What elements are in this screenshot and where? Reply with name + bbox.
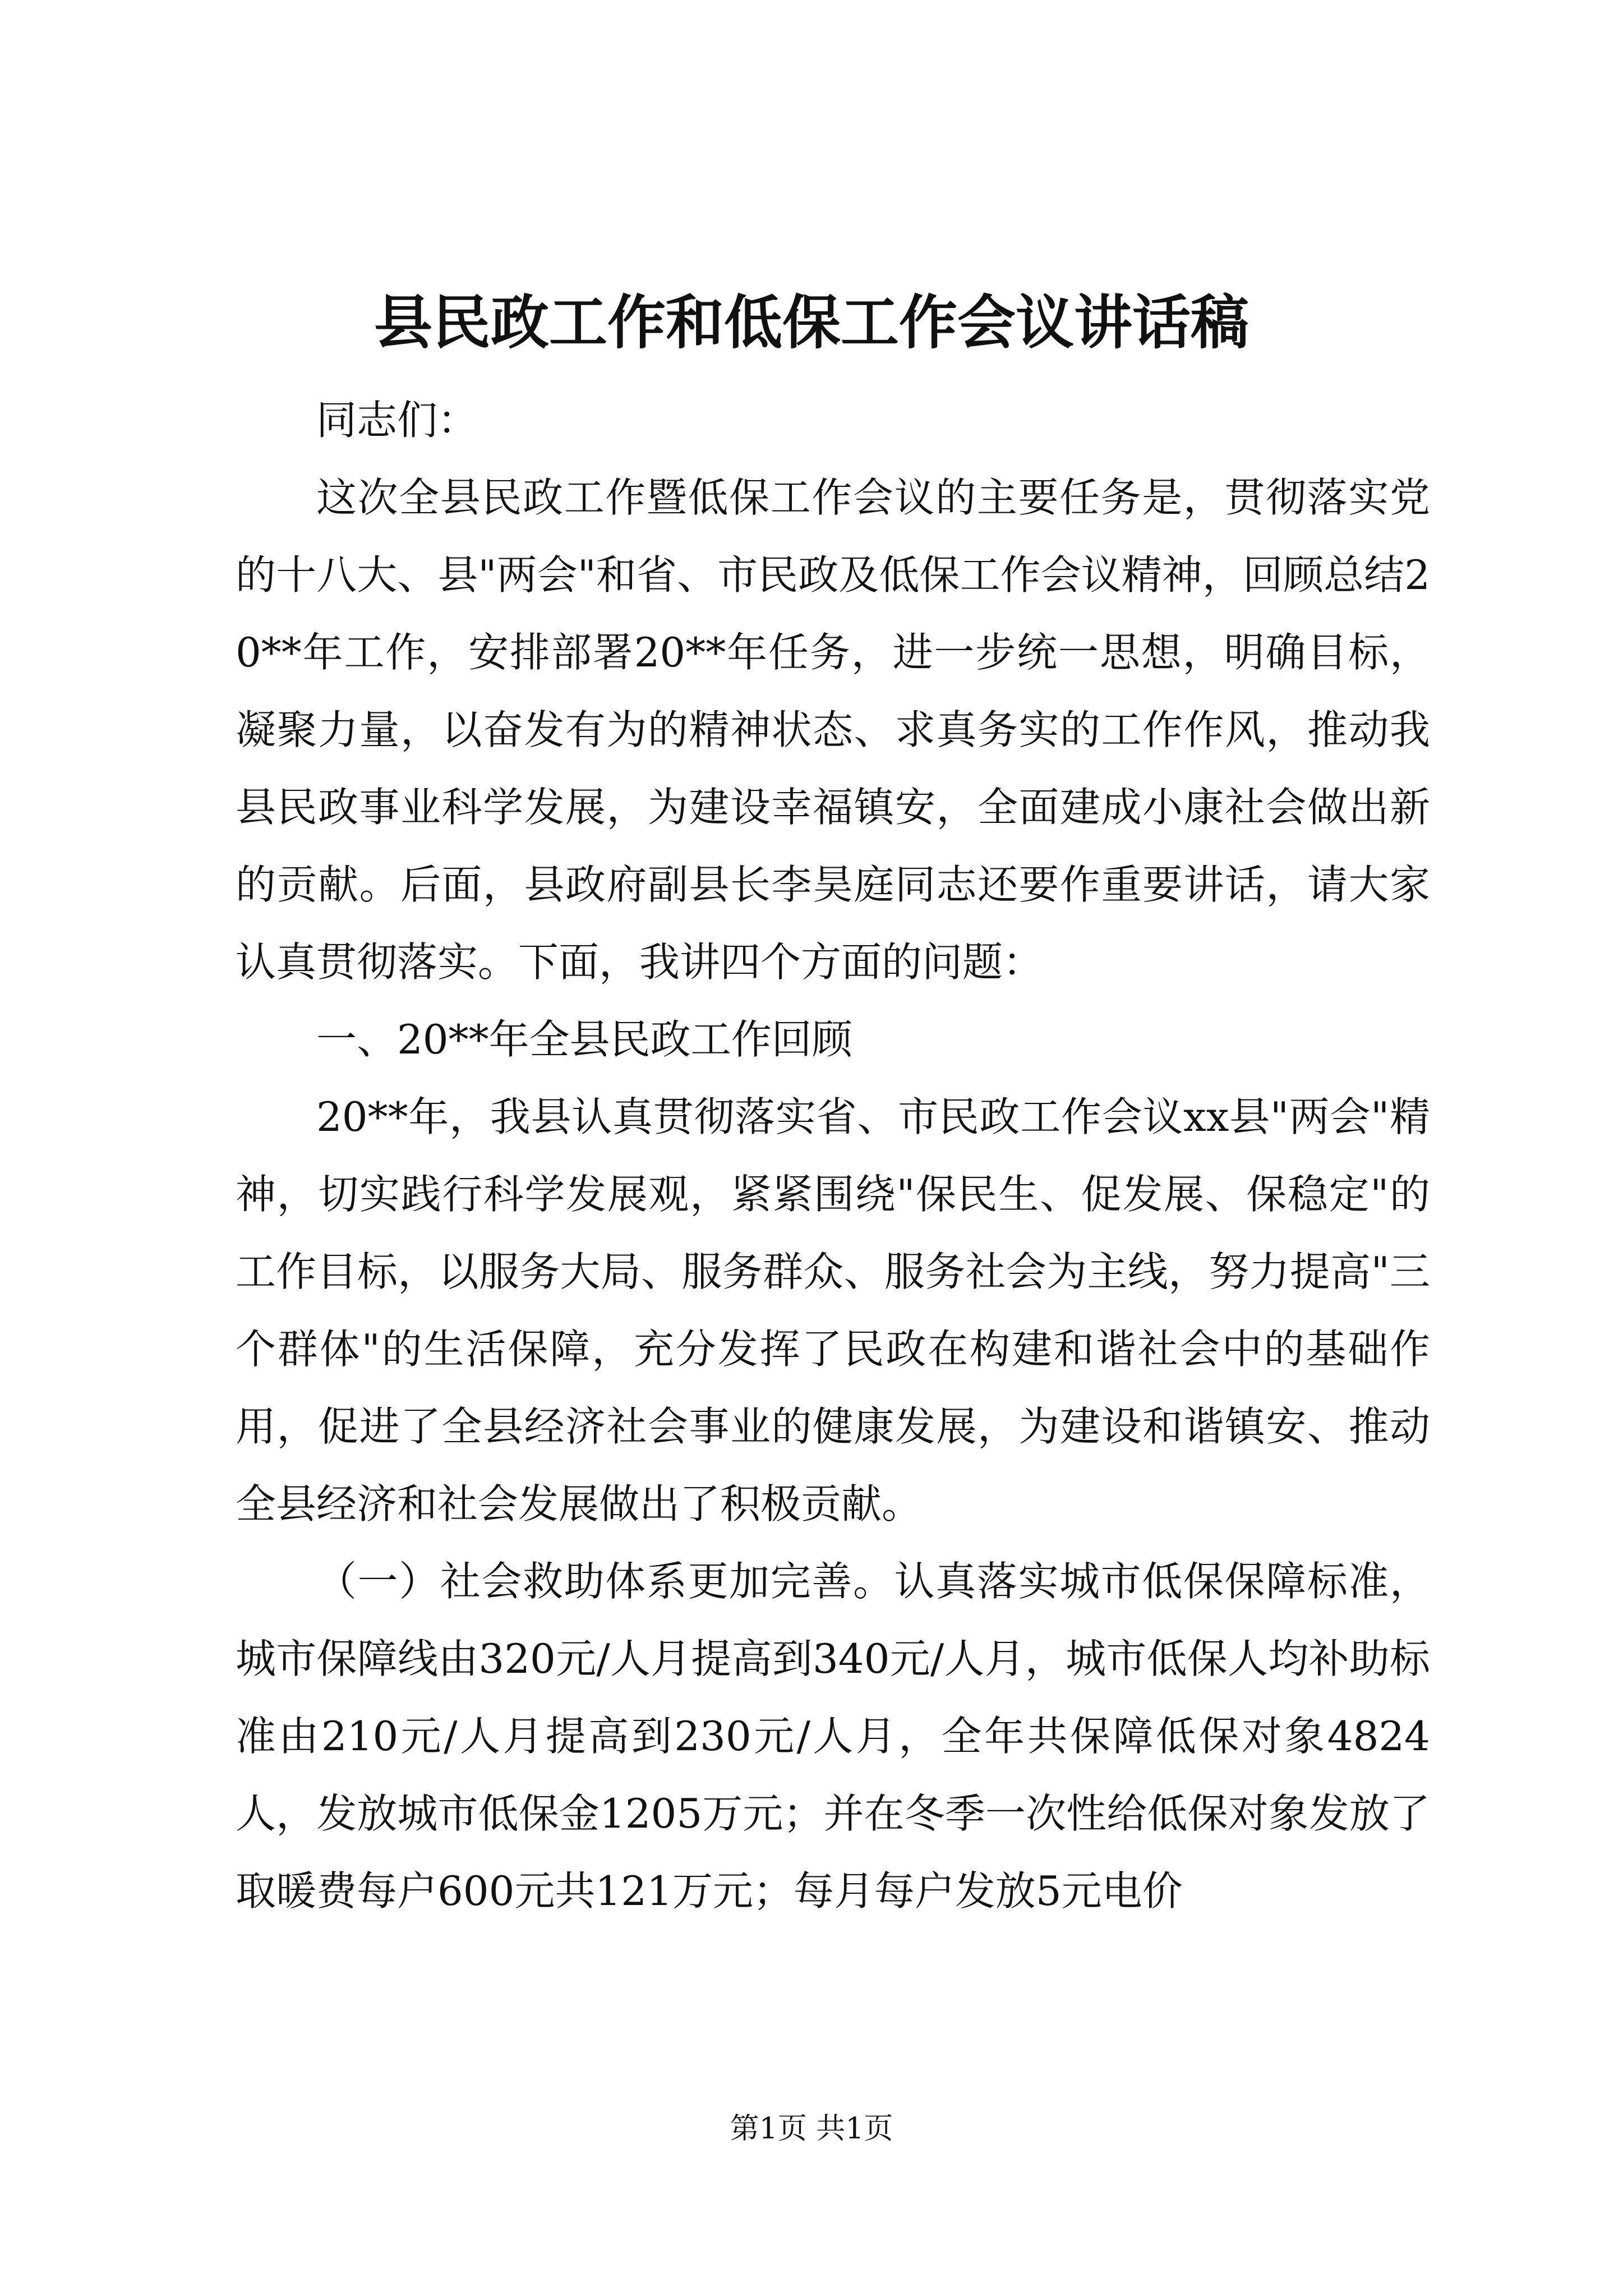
section-heading: 一、20**年全县民政工作回顾: [316, 1016, 852, 1063]
salutation-paragraph: 同志们：: [316, 397, 478, 444]
document-body: [236, 381, 1430, 1930]
intro-paragraph: 这次全县民政工作暨低保工作会议的主要任务是，贯彻落实党的十八大、县"两会"和省、市民政及低保工作会议精神，回顾总结20**年工作，安排部署20**年任务，进一步统一思想，明确目标，凝聚力量，以奋发有为的精神状态、求真务实的工作作风，推动我县民政事业科学发展，为建设幸福镇安，全面建成小康社会做出新的贡献。后面，县政府副县长李昊庭同志还要作重要讲话，请大家认真贯彻落实。下面，我讲四个方面的问题：: [236, 474, 1430, 986]
document-title: 县民政工作和低保工作会议讲话稿: [374, 288, 1249, 357]
page-footer: 第1页 共1页: [730, 2112, 893, 2146]
subsection-paragraph: （一）社会救助体系更加完善。认真落实城市低保保障标准，城市保障线由320元/人月提高到340元/人月，城市低保人均补助标准由210元/人月提高到230元/人月，全年共保障低保对象4824人，发放城市低保金1205万元；并在冬季一次性给低保对象发放了取暖费每户600元共121万元；每月每户发放5元电价: [236, 1558, 1430, 1915]
review-paragraph: 20**年，我县认真贯彻落实省、市民政工作会议xx县"两会"精神，切实践行科学发展观，紧紧围绕"保民生、促发展、保稳定"的工作目标，以服务大局、服务群众、服务社会为主线，努力提高"三个群体"的生活保障，充分发挥了民政在构建和谐社会中的基础作用，促进了全县经济社会事业的健康发展，为建设和谐镇安、推动全县经济和社会发展做出了积极贡献。: [236, 1093, 1430, 1527]
